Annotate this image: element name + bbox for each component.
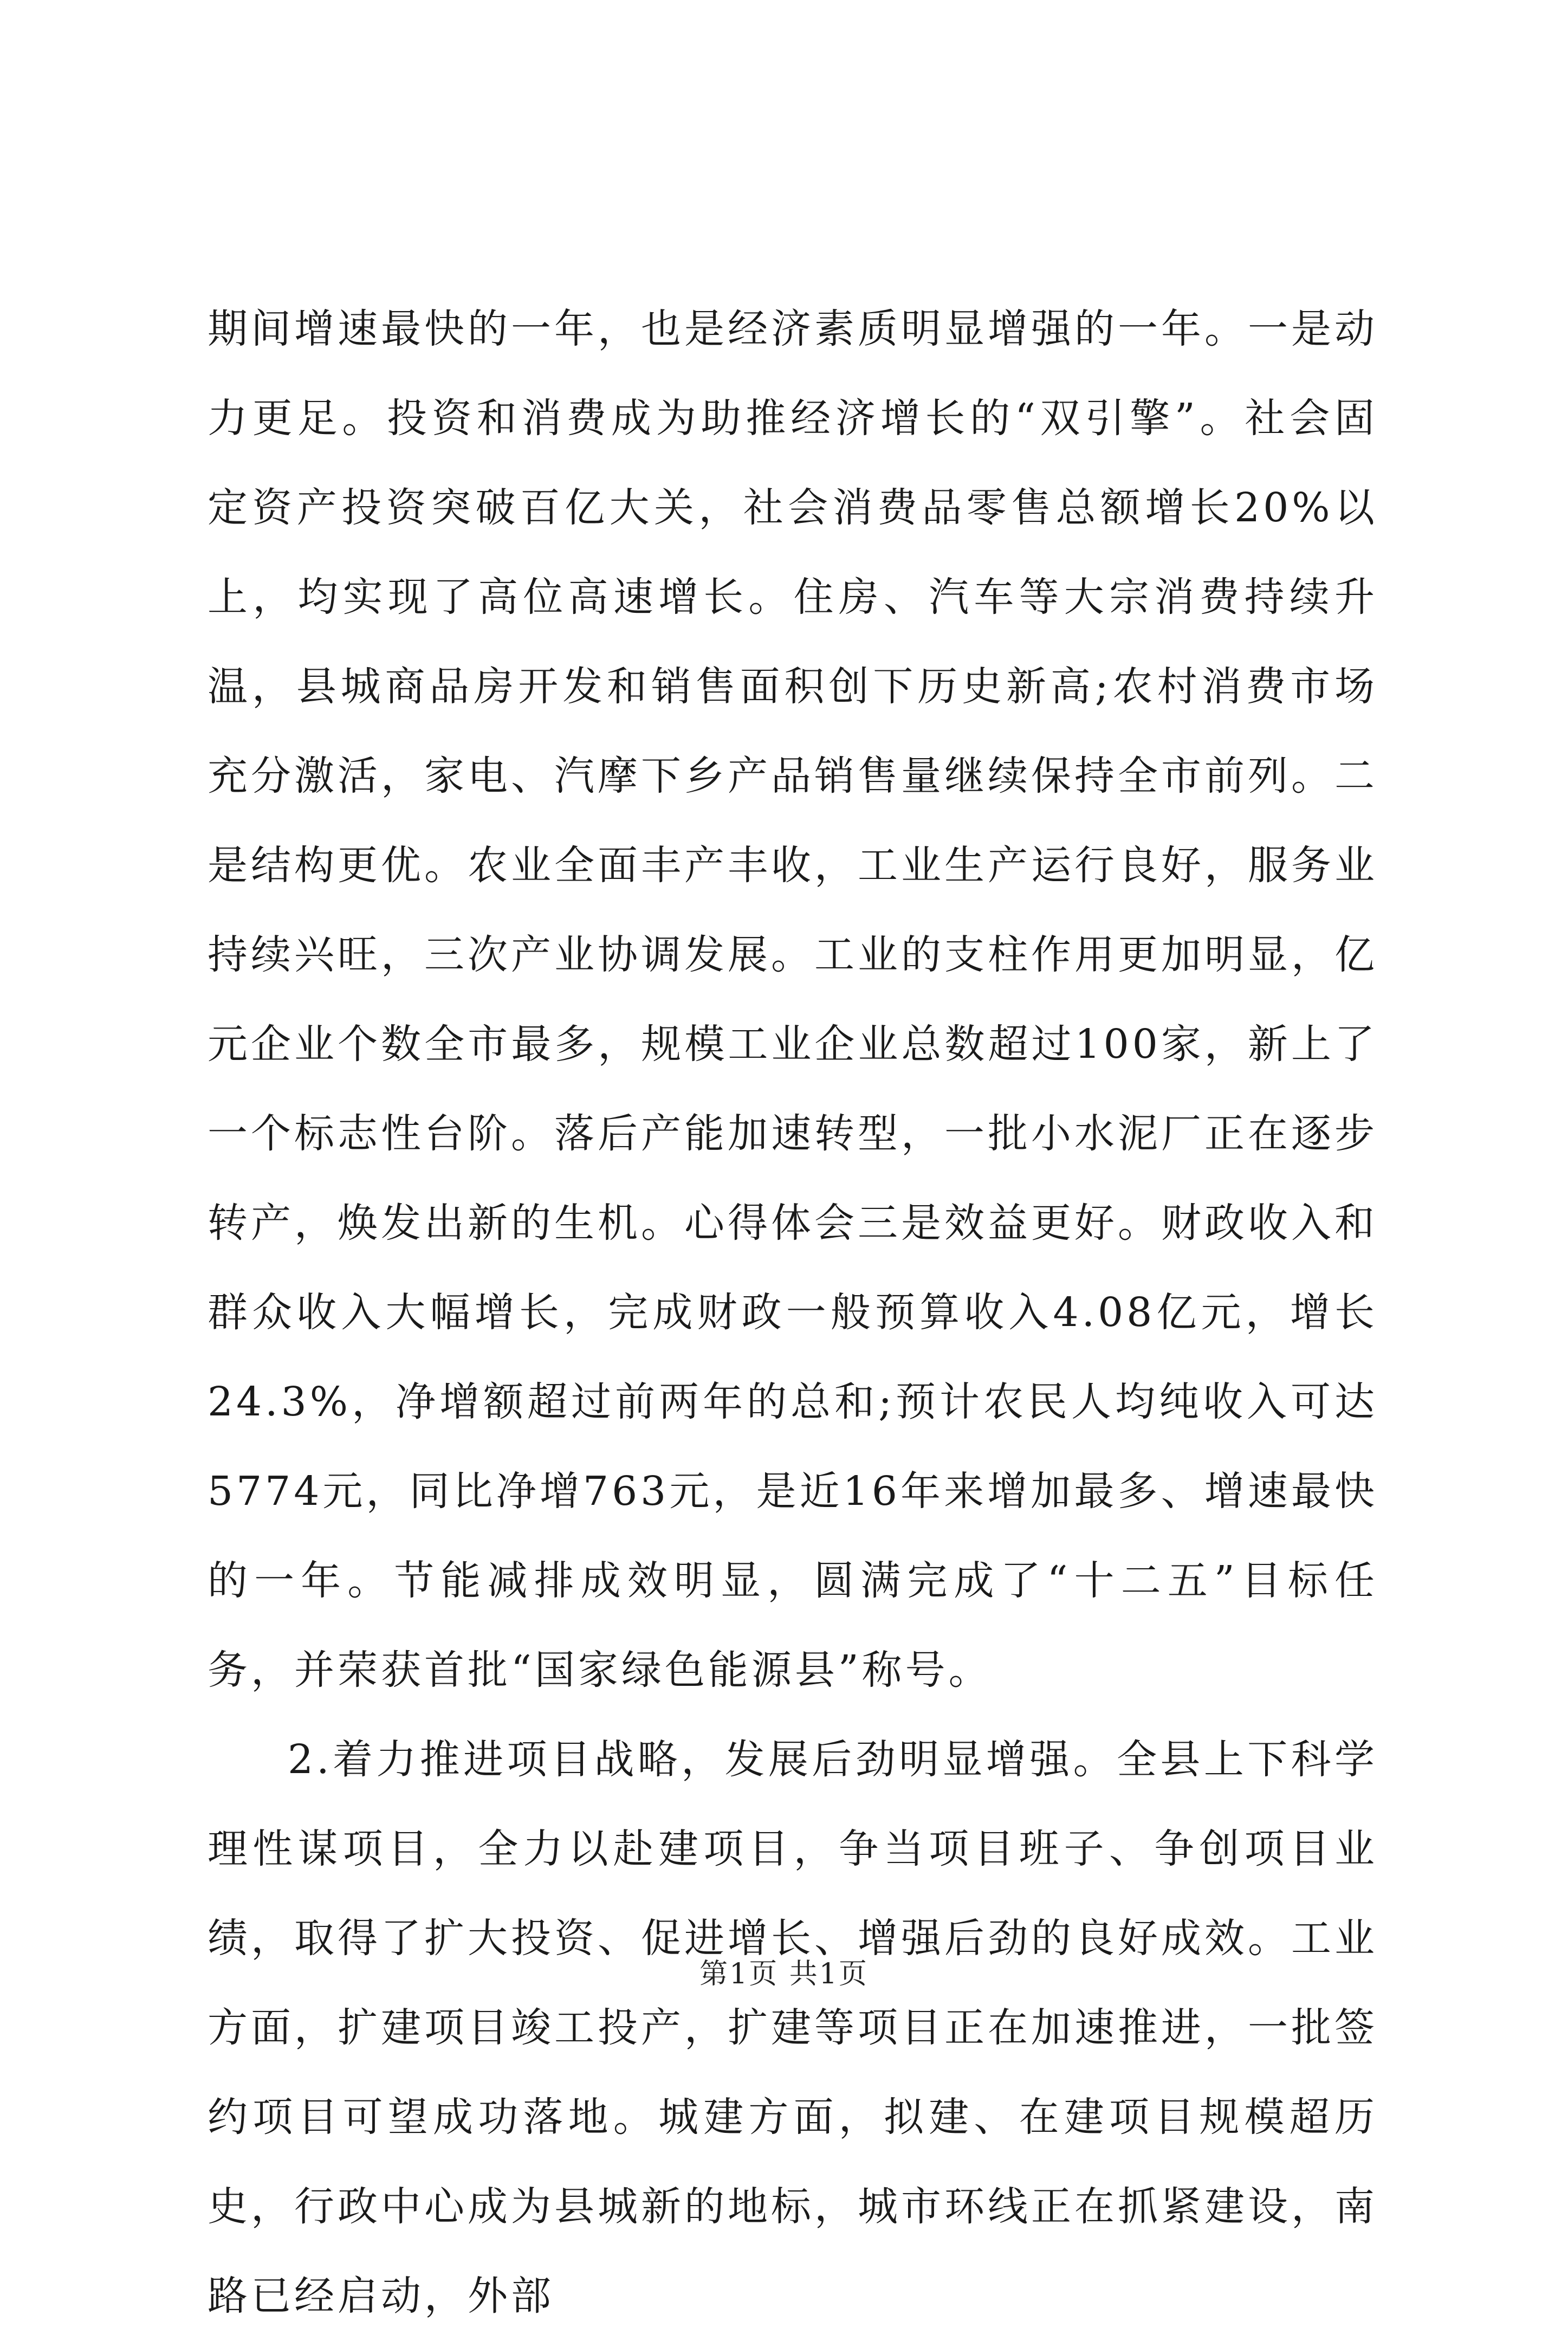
paragraph-1: 期间增速最快的一年，也是经济素质明显增强的一年。一是动力更足。投资和消费成为助推经济增长的“双引擎”。社会固定资产投资突破百亿大关，社会消费品零售总额增长20%以上，均实现了高位高速增长。住房、汽车等大宗消费持续升温，县城商品房开发和销售面积创下历史新高;农村消费市场充分激活，家电、汽摩下乡产品销售量继续保持全市前列。二是结构更优。农业全面丰产丰收，工业生产运行良好，服务业持续兴旺，三次产业协调发展。工业的支柱作用更加明显，亿元企业个数全市最多，规模工业企业总数超过100家，新上了一个标志性台阶。落后产能加速转型，一批小水泥厂正在逐步转产，焕发出新的生机。心得体会三是效益更好。财政收入和群众收入大幅增长，完成财政一般预算收入4.08亿元，增长24.3%，净增额超过前两年的总和;预计农民人均纯收入可达5774元，同比净增763元，是近16年来增加最多、增速最快的一年。节能减排成效明显，圆满完成了“十二五”目标任务，并荣获首批“国家绿色能源县”称号。 [208, 306, 1378, 1693]
paragraph-2: 2.着力推进项目战略，发展后劲明显增强。全县上下科学理性谋项目，全力以赴建项目，争当项目班子、争创项目业绩，取得了扩大投资、促进增长、增强后劲的良好成效。工业方面，扩建项目竣工投产，扩建等项目正在加速推进，一批签约项目可望成功落地。城建方面，拟建、在建项目规模超历史，行政中心成为县城新的地标，城市环线正在抓紧建设，南路已经启动，外部 [208, 1736, 1378, 2319]
page-number-footer: 第1页 共1页 [699, 1958, 869, 1990]
document-body [208, 284, 1378, 2341]
